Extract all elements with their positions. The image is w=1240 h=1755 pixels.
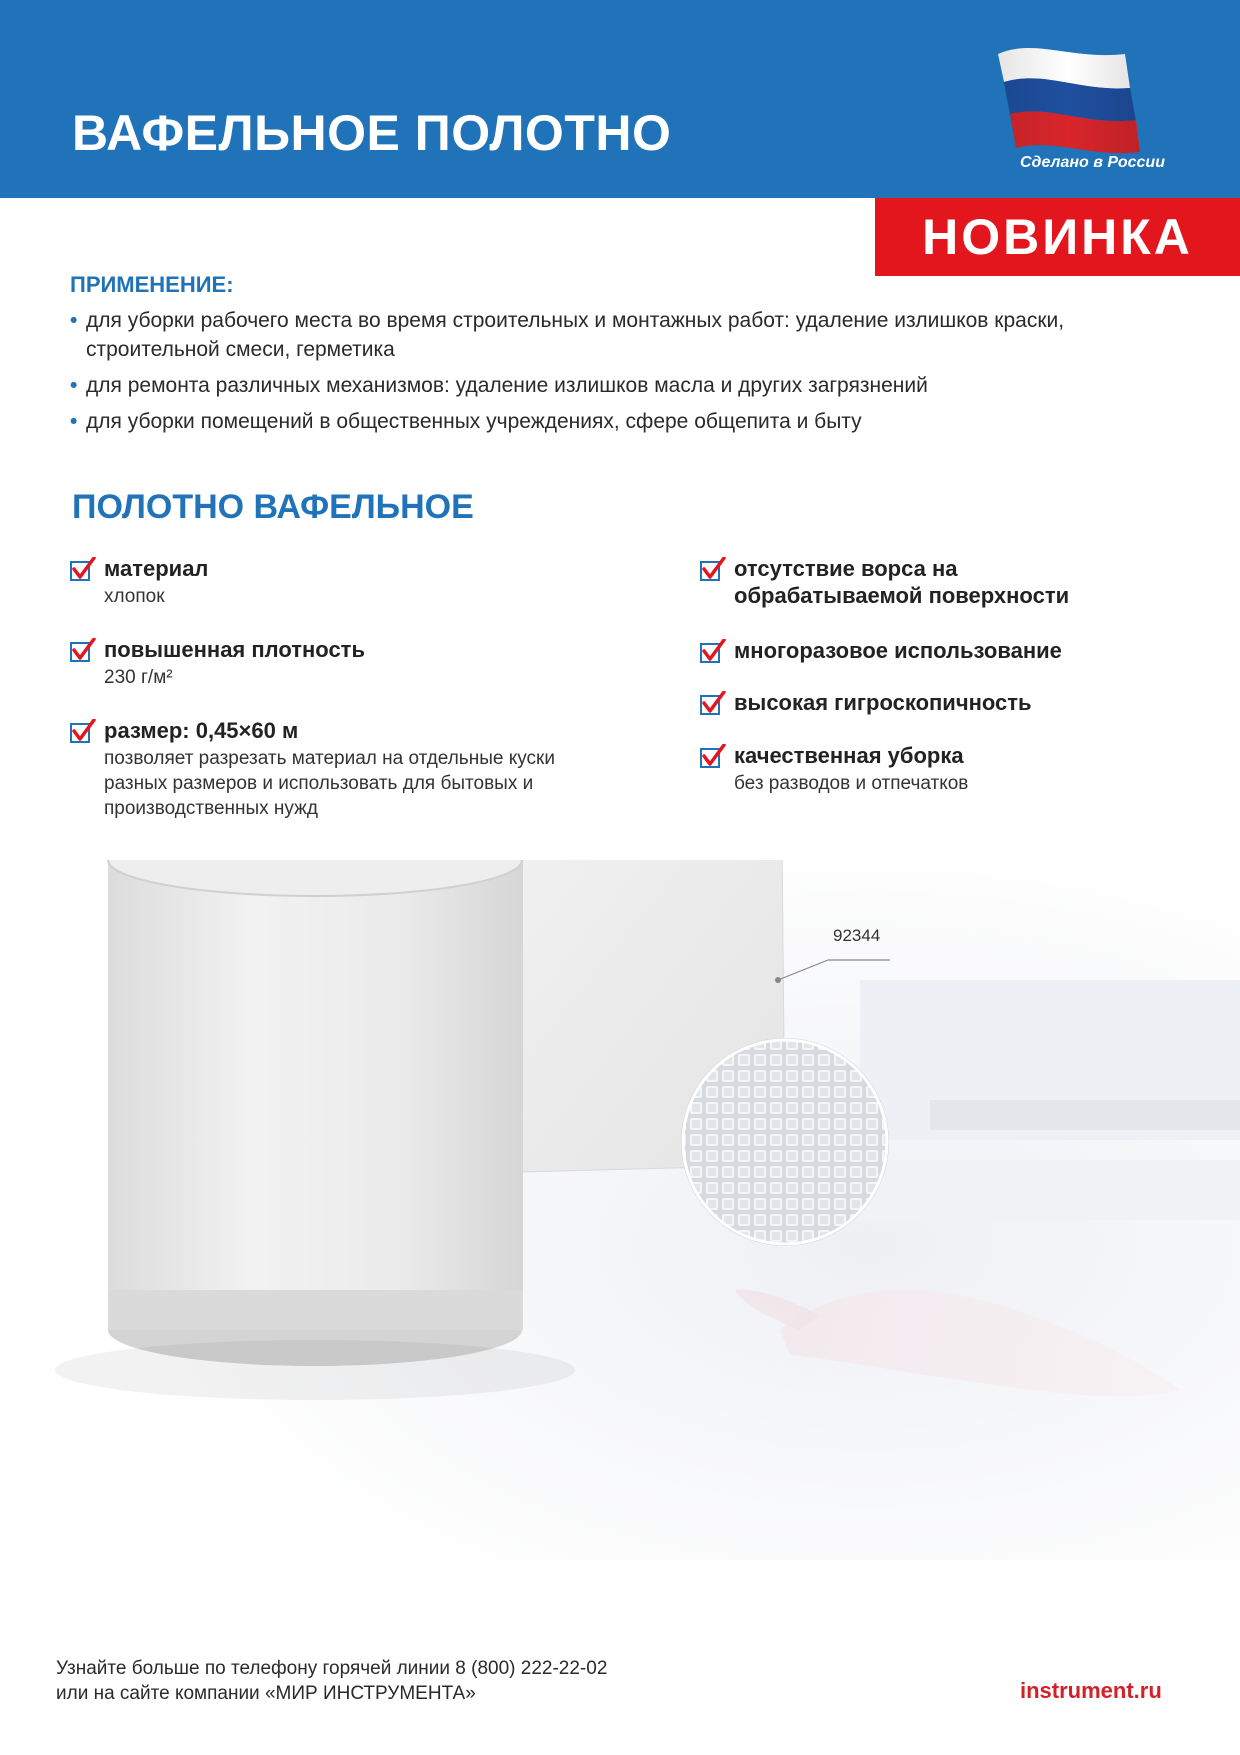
feature-reusable [700,637,1180,664]
page-title: ВАФЕЛЬНОЕ ПОЛОТНО [72,105,672,161]
website-link[interactable]: instrument.ru [1020,1678,1162,1703]
footer-phone-line: Узнайте больше по телефону горячей линии 8 (800) 222-22-02 [56,1658,608,1679]
feature-subtitle: 230 г/м² [104,667,173,688]
checkmark-icon [700,744,726,768]
feature-no-lint [700,555,1180,609]
checkmark-icon [700,691,726,715]
feature-title: высокая гигроскопичность [734,690,1032,715]
feature-subtitle: позволяет разрезать материал на отдельные куски разных размеров и использовать для бытовых и производственных нужд [104,748,555,819]
feature-title: многоразовое использование [734,638,1062,663]
feature-title: отсутствие ворса на обрабатываемой поверхности [734,556,1070,608]
feature-title: размер: 0,45×60 м [104,718,299,743]
features-title: ПОЛОТНО ВАФЕЛЬНОЕ [72,488,474,526]
list-item: • для уборки рабочего места во время строительных и монтажных работ: удаление излишков краски, строительной смеси, герметика [70,306,1180,364]
list-item: • для уборки помещений в общественных учреждениях, сфере общепита и быту [70,407,1180,436]
checkmark-icon [700,557,726,581]
feature-title: повышенная плотность [104,637,365,662]
feature-absorbency [700,689,1180,716]
feature-title: материал [104,556,209,581]
feature-quality-cleaning [700,742,1180,796]
new-badge: НОВИНКА [875,198,1240,276]
checkmark-icon [70,719,96,743]
product-code: 92344 [833,926,881,945]
feature-title: качественная уборка [734,743,964,768]
feature-subtitle: без разводов и отпечатков [734,773,969,794]
footer-contact [56,1656,607,1706]
feature-subtitle: хлопок [104,586,165,607]
checkmark-icon [70,557,96,581]
product-image [0,860,1240,1560]
usage-list [70,306,1180,443]
feature-size [70,717,630,821]
feature-material [70,555,630,609]
checkmark-icon [700,639,726,663]
footer-company-line: или на сайте компании «МИР ИНСТРУМЕНТА» [56,1683,476,1704]
usage-label: ПРИМЕНЕНИЕ: [70,272,234,297]
checkmark-icon [70,638,96,662]
list-item: • для ремонта различных механизмов: удаление излишков масла и других загрязнений [70,371,1180,400]
made-in-russia-caption: Сделано в России [1020,154,1165,171]
feature-density [70,636,630,690]
